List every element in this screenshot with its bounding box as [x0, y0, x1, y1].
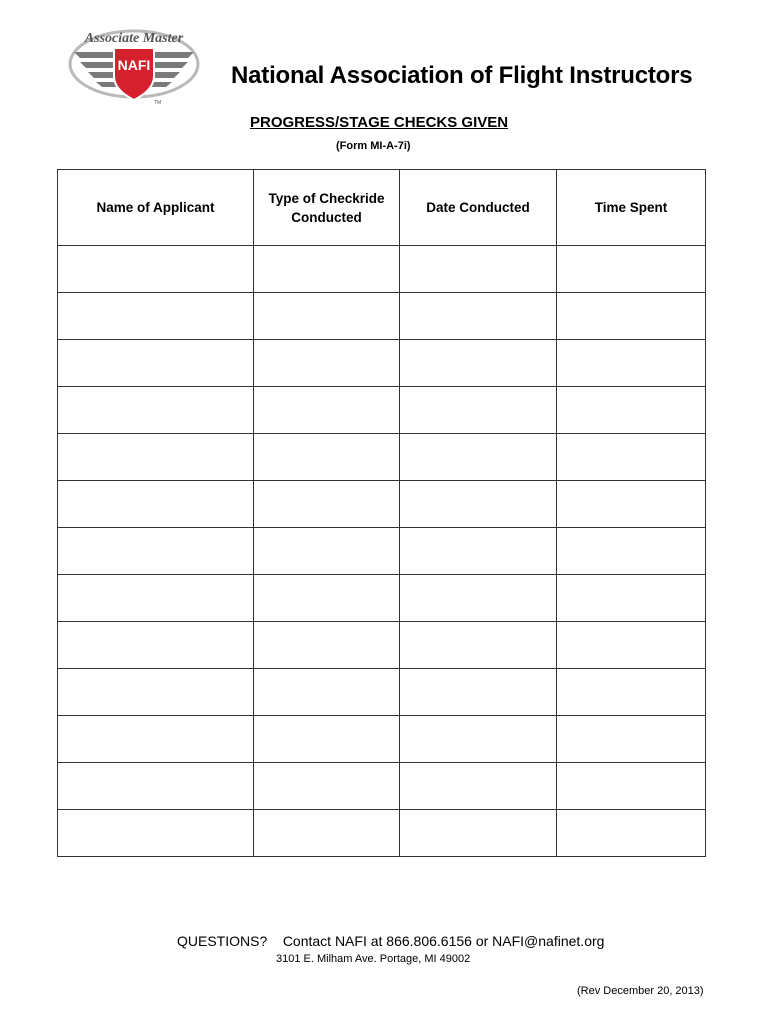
time-spent-cell[interactable] [557, 387, 706, 434]
date-conducted-cell[interactable] [400, 716, 557, 763]
date-conducted-cell[interactable] [400, 763, 557, 810]
applicant-name-cell[interactable] [58, 293, 254, 340]
checkride-type-cell[interactable] [254, 481, 400, 528]
date-conducted-cell[interactable] [400, 246, 557, 293]
nafi-associate-master-logo [66, 26, 202, 106]
table-row [58, 481, 706, 528]
table-row [58, 528, 706, 575]
time-spent-cell[interactable] [557, 434, 706, 481]
time-spent-cell[interactable] [557, 528, 706, 575]
checkride-type-cell[interactable] [254, 528, 400, 575]
time-spent-cell[interactable] [557, 669, 706, 716]
time-spent-cell[interactable] [557, 481, 706, 528]
date-conducted-cell[interactable] [400, 293, 557, 340]
column-header-checkride-type: Type of Checkride Conducted [254, 170, 400, 246]
time-spent-cell[interactable] [557, 246, 706, 293]
applicant-name-cell[interactable] [58, 716, 254, 763]
questions-label: QUESTIONS? [177, 933, 268, 949]
table-row [58, 387, 706, 434]
time-spent-cell[interactable] [557, 810, 706, 857]
date-conducted-cell[interactable] [400, 434, 557, 481]
time-spent-cell[interactable] [557, 575, 706, 622]
applicant-name-cell[interactable] [58, 669, 254, 716]
date-conducted-cell[interactable] [400, 481, 557, 528]
checkride-type-cell[interactable] [254, 622, 400, 669]
applicant-name-cell[interactable] [58, 481, 254, 528]
applicant-name-cell[interactable] [58, 622, 254, 669]
applicant-name-cell[interactable] [58, 387, 254, 434]
table-row [58, 340, 706, 387]
revision-date: (Rev December 20, 2013) [577, 985, 704, 997]
table-row [58, 669, 706, 716]
checks-table [57, 169, 706, 857]
checkride-type-cell[interactable] [254, 246, 400, 293]
table-row [58, 434, 706, 481]
time-spent-cell[interactable] [557, 340, 706, 387]
date-conducted-cell[interactable] [400, 669, 557, 716]
table-row [58, 622, 706, 669]
table-header-row [58, 170, 706, 246]
applicant-name-cell[interactable] [58, 575, 254, 622]
checkride-type-cell[interactable] [254, 340, 400, 387]
contact-text: Contact NAFI at 866.806.6156 or NAFI@nafinet.org [282, 933, 605, 949]
logo-script-text: Associate Master [84, 31, 184, 46]
form-title: PROGRESS/STAGE CHECKS GIVEN [250, 114, 509, 131]
checkride-type-cell[interactable] [254, 387, 400, 434]
table-row [58, 716, 706, 763]
column-header-date-conducted: Date Conducted [400, 170, 557, 246]
logo-tm: TM [154, 100, 162, 106]
applicant-name-cell[interactable] [58, 528, 254, 575]
column-header-applicant-name: Name of Applicant [58, 170, 254, 246]
checkride-type-cell[interactable] [254, 575, 400, 622]
table-row [58, 293, 706, 340]
applicant-name-cell[interactable] [58, 434, 254, 481]
date-conducted-cell[interactable] [400, 387, 557, 434]
checkride-type-cell[interactable] [254, 716, 400, 763]
column-header-time-spent: Time Spent [557, 170, 706, 246]
applicant-name-cell[interactable] [58, 763, 254, 810]
mailing-address: 3101 E. Milham Ave. Portage, MI 49002 [276, 953, 471, 965]
table-row [58, 575, 706, 622]
date-conducted-cell[interactable] [400, 810, 557, 857]
date-conducted-cell[interactable] [400, 528, 557, 575]
checkride-type-cell[interactable] [254, 763, 400, 810]
applicant-name-cell[interactable] [58, 246, 254, 293]
checkride-type-cell[interactable] [254, 434, 400, 481]
applicant-name-cell[interactable] [58, 340, 254, 387]
checkride-type-cell[interactable] [254, 669, 400, 716]
logo-badge-text: NAFI [117, 57, 151, 73]
table-row [58, 246, 706, 293]
time-spent-cell[interactable] [557, 763, 706, 810]
nafi-shield [114, 48, 154, 100]
time-spent-cell[interactable] [557, 293, 706, 340]
applicant-name-cell[interactable] [58, 810, 254, 857]
form-number: (Form MI-A-7i) [336, 140, 411, 152]
table-row [58, 810, 706, 857]
time-spent-cell[interactable] [557, 716, 706, 763]
time-spent-cell[interactable] [557, 622, 706, 669]
date-conducted-cell[interactable] [400, 575, 557, 622]
organization-name: National Association of Flight Instructors [231, 62, 693, 89]
checkride-type-cell[interactable] [254, 810, 400, 857]
table-row [58, 763, 706, 810]
table-body [58, 246, 706, 857]
date-conducted-cell[interactable] [400, 340, 557, 387]
questions-line [177, 933, 604, 949]
date-conducted-cell[interactable] [400, 622, 557, 669]
checkride-type-cell[interactable] [254, 293, 400, 340]
